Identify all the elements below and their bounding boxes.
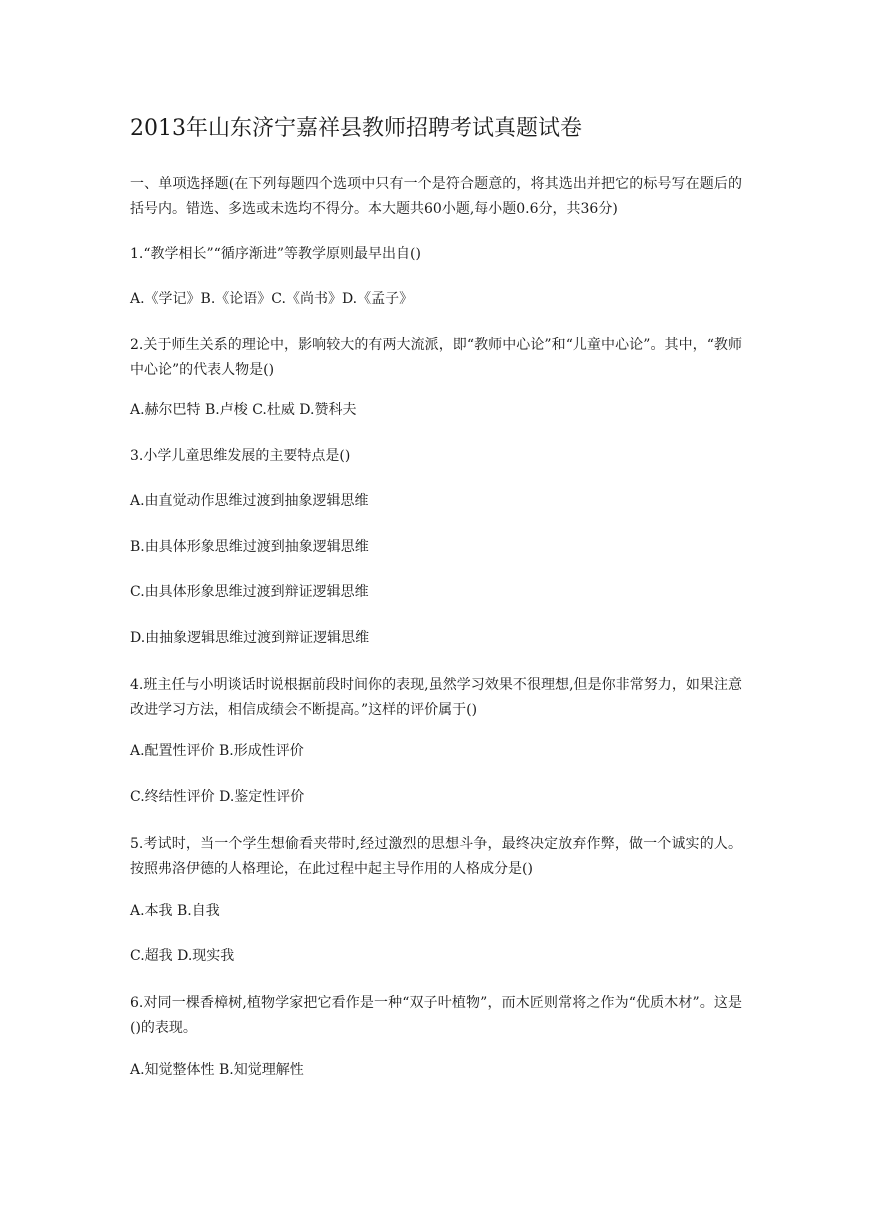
question-3-stem: 3.小学儿童思维发展的主要特点是() xyxy=(130,448,351,464)
question-3-option-c: C.由具体形象思维过渡到辩证逻辑思维 xyxy=(130,584,369,600)
document-title: 2013年山东济宁嘉祥县教师招聘考试真题试卷 xyxy=(130,116,582,141)
question-2-stem: 2.关于师生关系的理论中，影响较大的有两大流派，即“教师中心论”和“儿童中心论”。其中，“教师中心论”的代表人物是() xyxy=(130,337,742,378)
question-6-options-ab: A.知觉整体性 B.知觉理解性 xyxy=(130,1062,304,1078)
question-1-stem: 1.“教学相长”“循序渐进”等教学原则最早出自() xyxy=(130,246,421,262)
question-4-stem: 4.班主任与小明谈话时说根据前段时间你的表现,虽然学习效果不很理想,但是你非常努力，如果注意改进学习方法，相信成绩会不断提高。”这样的评价属于() xyxy=(130,677,742,718)
question-5-stem: 5.考试时，当一个学生想偷看夹带时,经过激烈的思想斗争，最终决定放弃作弊，做一个诚实的人。按照弗洛伊德的人格理论，在此过程中起主导作用的人格成分是() xyxy=(130,836,742,877)
question-5-options-ab: A.本我 B.自我 xyxy=(130,903,220,919)
question-4-options-ab: A.配置性评价 B.形成性评价 xyxy=(130,743,304,759)
question-3-option-d: D.由抽象逻辑思维过渡到辩证逻辑思维 xyxy=(130,630,370,646)
question-2-options: A.赫尔巴特 B.卢梭 C.杜威 D.赞科夫 xyxy=(130,402,357,418)
question-5-options-cd: C.超我 D.现实我 xyxy=(130,948,235,964)
question-1-options: A.《学记》B.《论语》C.《尚书》D.《孟子》 xyxy=(130,291,414,307)
section-heading: 一、单项选择题(在下列每题四个选项中只有一个是符合题意的，将其选出并把它的标号写在题后的括号内。错选、多选或未选均不得分。本大题共60小题,每小题0.6分，共36分) xyxy=(130,176,742,217)
question-4-options-cd: C.终结性评价 D.鉴定性评价 xyxy=(130,789,305,805)
question-3-option-a: A.由直觉动作思维过渡到抽象逻辑思维 xyxy=(130,493,369,509)
question-3-option-b: B.由具体形象思维过渡到抽象逻辑思维 xyxy=(130,539,369,555)
question-6-stem: 6.对同一棵香樟树,植物学家把它看作是一种“双子叶植物”，而木匠则常将之作为“优质木材”。这是()的表现。 xyxy=(130,995,742,1036)
